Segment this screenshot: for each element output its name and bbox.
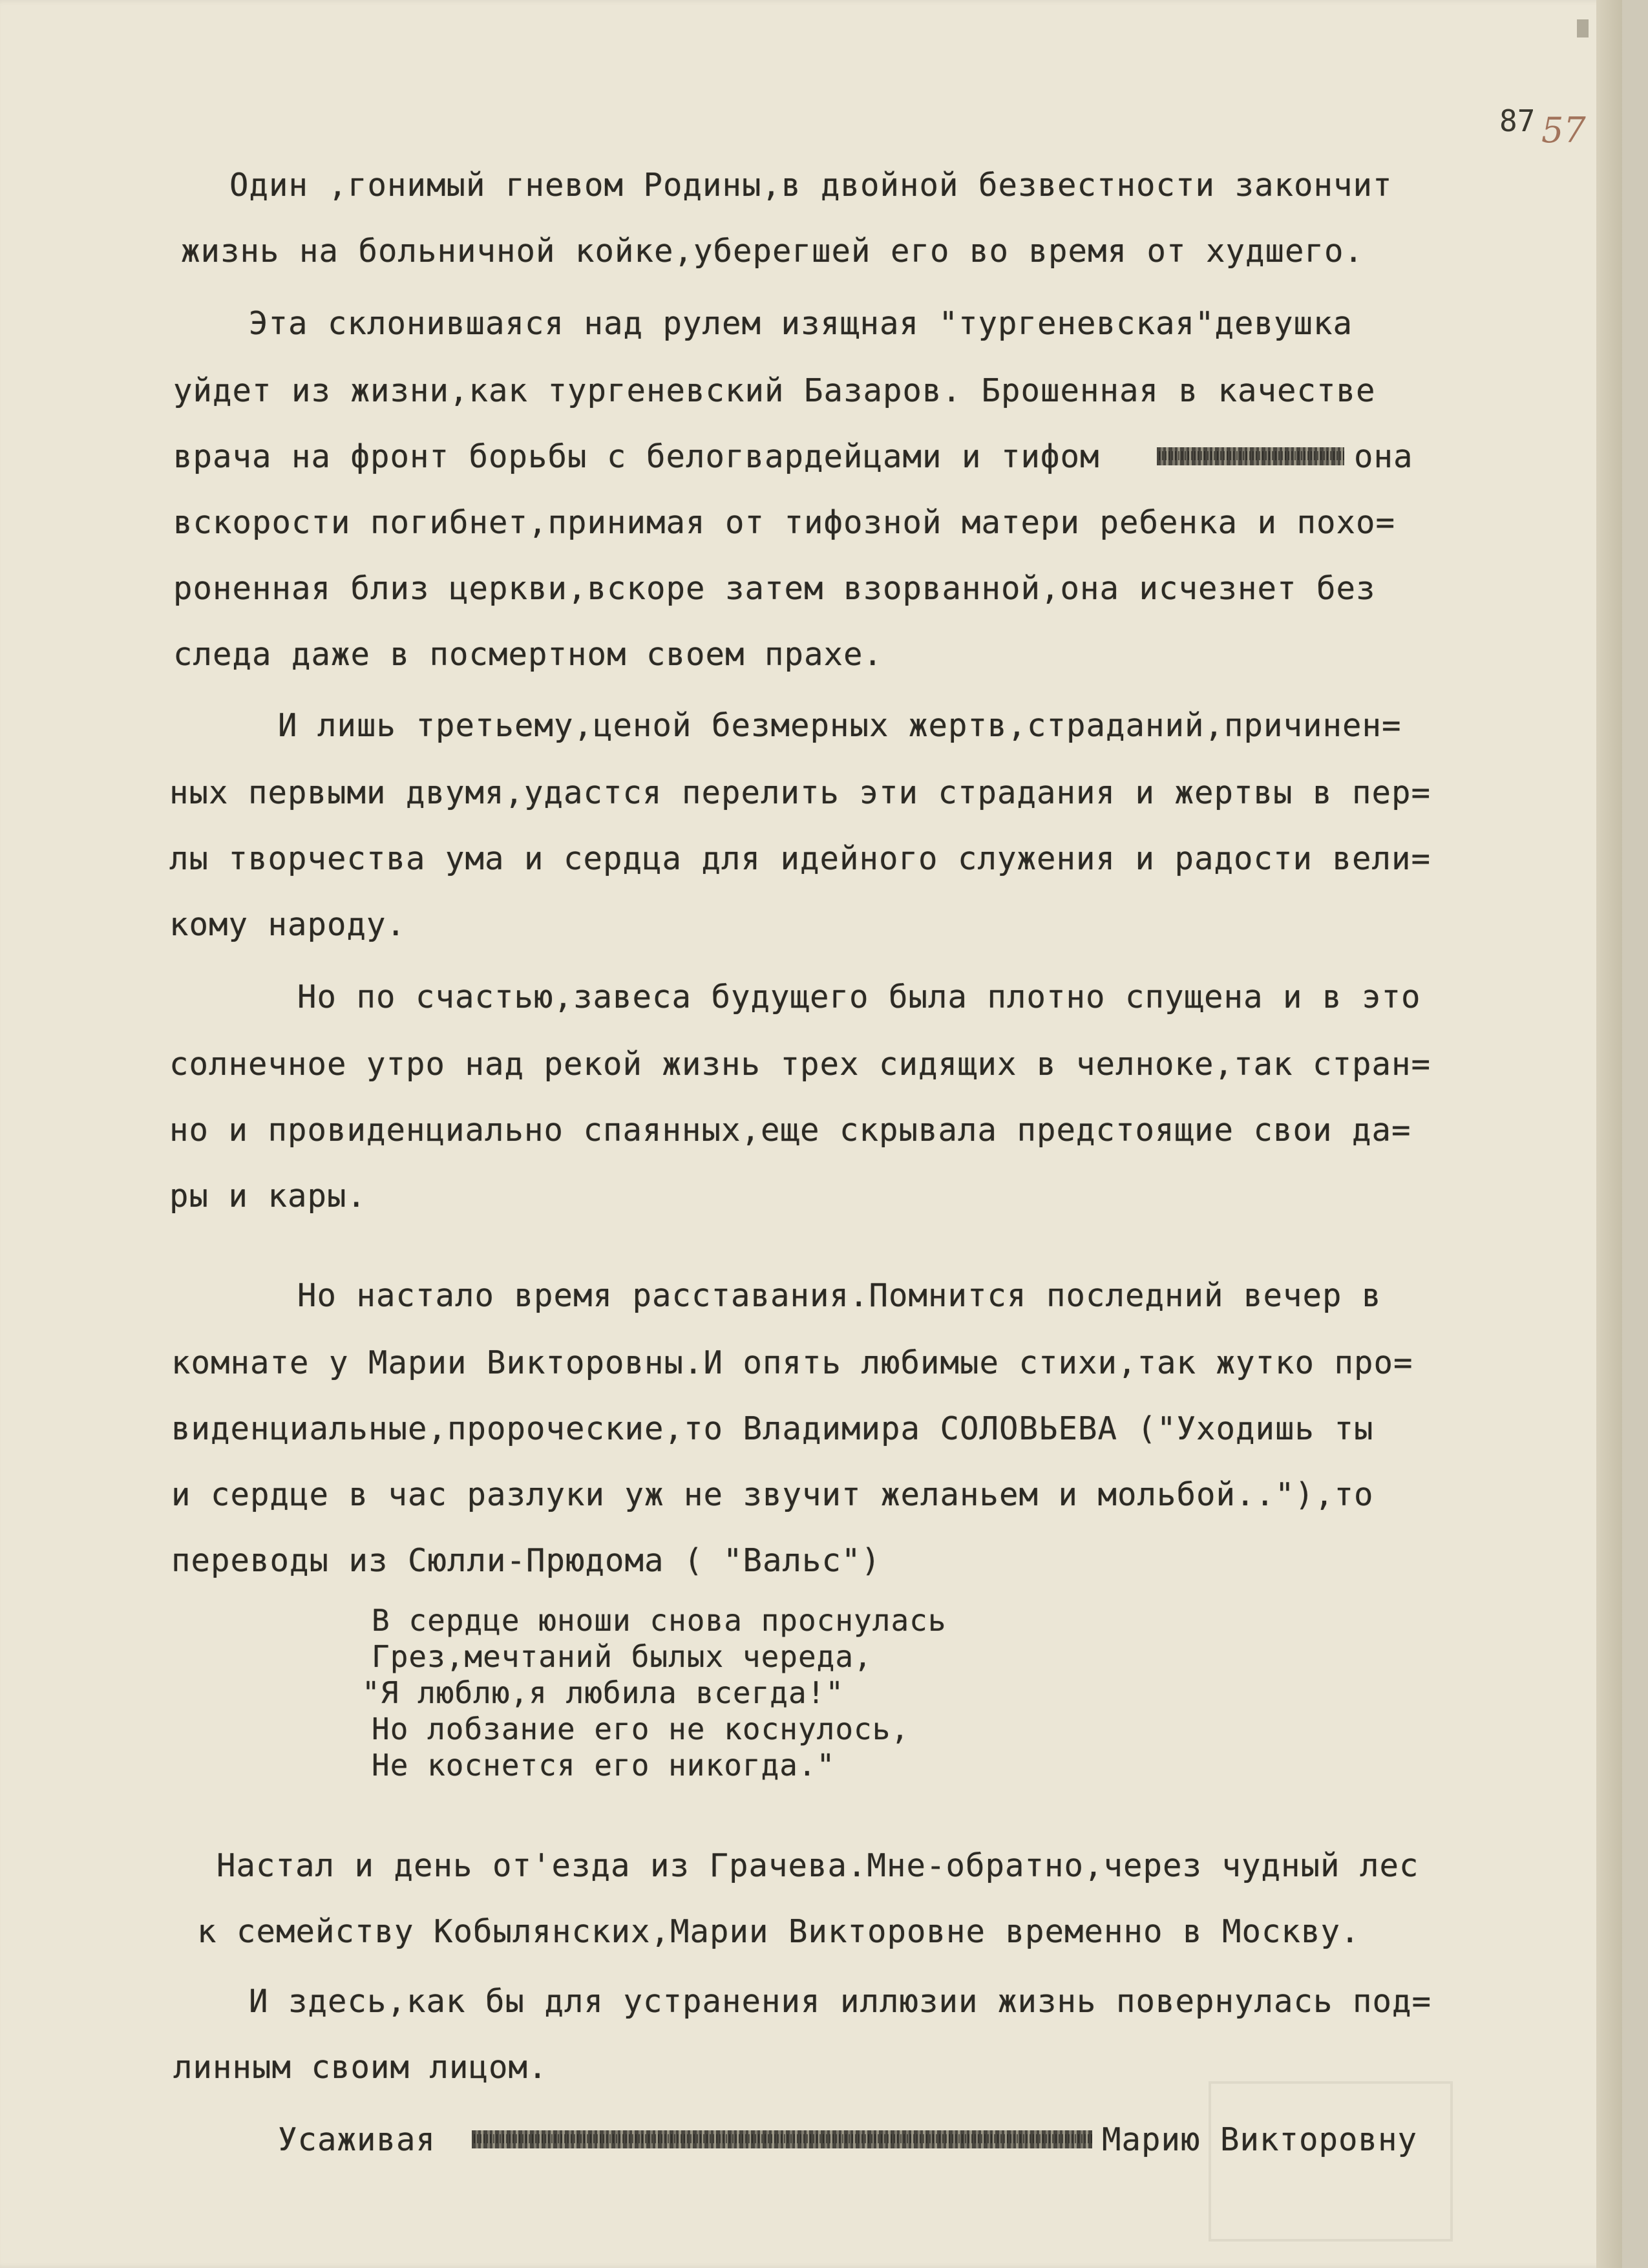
- poem-line: Но лобзание его не коснулось,: [372, 1712, 910, 1746]
- text-line: солнечное утро над рекой жизнь трех сидящих в челноке,так стран=: [169, 1046, 1431, 1083]
- struck-out-text: [472, 2121, 1092, 2160]
- text-line: она: [1354, 438, 1413, 475]
- text-line: Но настало время расставания.Помнится последний вечер в: [297, 1277, 1382, 1314]
- text-line: но и провиденциально спаянных,еще скрывала предстоящие свои да=: [169, 1112, 1411, 1149]
- paper-edge: [1596, 0, 1622, 2268]
- page-number: 87: [1499, 103, 1536, 138]
- paper-mark: [1577, 19, 1589, 37]
- text-line: Марию Викторовну: [1102, 2121, 1418, 2158]
- text-line: Эта склонившаяся над рулем изящная "тургеневская"девушка: [249, 305, 1353, 342]
- struck-out-text: [1157, 438, 1344, 477]
- text-line: жизнь на больничной койке,уберегшей его во время от худшего.: [181, 233, 1364, 270]
- text-line: виденциальные,пророческие,то Владимира СОЛОВЬЕВА ("Уходишь ты: [171, 1410, 1374, 1447]
- text-line: Настал и день от'езда из Грачева.Мне-обратно,через чудный лес: [217, 1847, 1419, 1884]
- text-line: Усаживая: [278, 2121, 436, 2158]
- poem-line: В сердце юноши снова проснулась: [372, 1603, 947, 1638]
- text-line: И лишь третьему,ценой безмерных жертв,страданий,причинен=: [278, 707, 1402, 744]
- text-line: уйдет из жизни,как тургеневский Базаров. Брошенная в качестве: [173, 372, 1376, 409]
- text-line: комнате у Марии Викторовны.И опять любимые стихи,так жутко про=: [171, 1344, 1413, 1381]
- text-line: линным своим лицом.: [173, 2049, 548, 2086]
- poem-line: Не коснется его никогда.": [372, 1748, 836, 1783]
- text-line: и сердце в час разлуки уж не звучит желаньем и мольбой.."),то: [171, 1476, 1374, 1513]
- text-line: ры и кары.: [169, 1178, 367, 1214]
- archive-page-number: 57: [1541, 110, 1586, 151]
- text-line: ных первыми двумя,удастся перелить эти страдания и жертвы в пер=: [169, 774, 1431, 811]
- poem-line: "Я люблю,я любила всегда!": [362, 1675, 845, 1710]
- text-line: переводы из Сюлли-Прюдома ( "Вальс"): [171, 1542, 882, 1579]
- text-line: к семейству Кобылянских,Марии Викторовне временно в Москву.: [197, 1913, 1360, 1950]
- text-line: вскорости погибнет,принимая от тифозной матери ребенка и похо=: [173, 504, 1396, 541]
- text-line: Один ,гонимый гневом Родины,в двойной безвестности закончит: [229, 167, 1393, 204]
- text-line: И здесь,как бы для устранения иллюзии жизнь повернулась под=: [249, 1983, 1432, 2020]
- text-line: Но по счастью,завеса будущего была плотно спущена и в это: [297, 979, 1421, 1015]
- text-line: лы творчества ума и сердца для идейного служения и радости вели=: [169, 840, 1431, 877]
- text-line: следа даже в посмертном своем прахе.: [173, 636, 883, 673]
- text-line: врача на фронт борьбы с белогвардейцами и тифом: [173, 438, 1100, 475]
- text-line: кому народу.: [169, 906, 407, 943]
- text-line: роненная близ церкви,вскоре затем взорванной,она исчезнет без: [173, 570, 1376, 607]
- faded-stamp: [1209, 2081, 1453, 2242]
- poem-line: Грез,мечтаний былых череда,: [372, 1639, 872, 1674]
